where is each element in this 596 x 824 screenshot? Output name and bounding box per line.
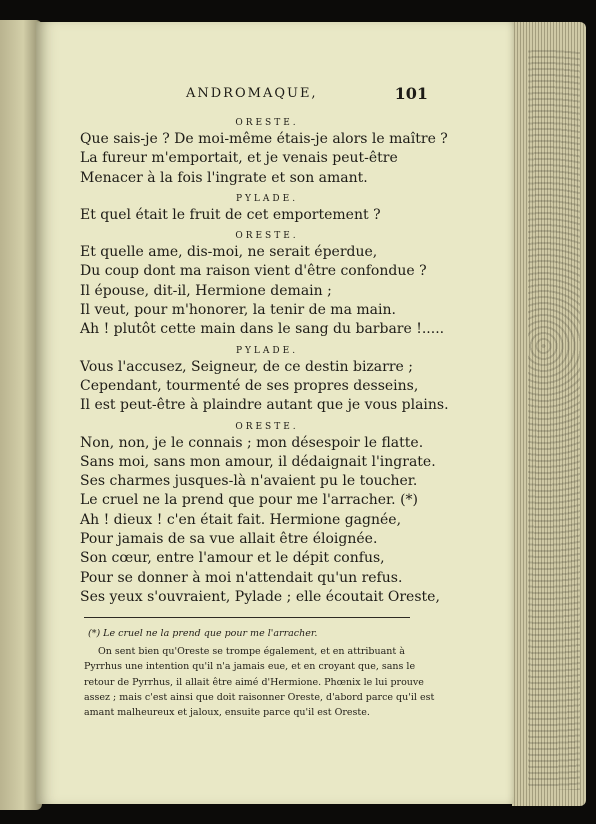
verse-line: Et quel était le fruit de cet emportement ?	[80, 206, 381, 223]
verse-line: Menacer à la fois l'ingrate et son amant.	[80, 169, 368, 186]
verse-line: Il veut, pour m'honorer, la tenir de ma main.	[80, 302, 396, 319]
verse-line: Cependant, tourmenté de ses propres desseins,	[80, 377, 419, 394]
dialogue-block	[80, 420, 440, 608]
verse-line: Sans moi, sans mon amour, il dédaignait l'ingrate.	[80, 453, 436, 470]
speaker-name: PYLADE.	[235, 193, 299, 204]
running-head: ANDROMAQUE,	[186, 86, 318, 101]
speaker-name: ORESTE.	[235, 421, 299, 432]
verse-line: Pour jamais de sa vue allait être éloignée.	[80, 531, 378, 548]
speaker-name: ORESTE.	[235, 231, 299, 242]
footnote-divider	[84, 617, 410, 618]
verse-line: Ses yeux s'ouvraient, Pylade ; elle écoutait Oreste,	[80, 588, 440, 605]
verse-line: Vous l'accusez, Seigneur, de ce destin bizarre ;	[80, 358, 413, 375]
verse-line: Ah ! dieux ! c'en était fait. Hermione gagnée,	[80, 511, 402, 528]
verse-line: Du coup dont ma raison vient d'être confondue ?	[80, 263, 427, 280]
footnote-line: Pyrrhus une intention qu'il n'a jamais eue, et en croyant que, sans le	[84, 661, 416, 673]
verse-line: Il épouse, dit-il, Hermione demain ;	[80, 282, 332, 299]
footnote-title: (*) Le cruel ne la prend que pour me l'arracher.	[88, 628, 318, 639]
verse-line: Ah ! plutôt cette main dans le sang du barbare !.....	[80, 321, 445, 338]
verse-line: Son cœur, entre l'amour et le dépit confus,	[80, 550, 385, 567]
verse-line: Ses charmes jusques-là n'avaient pu le toucher.	[80, 473, 418, 490]
verse-line: Pour se donner à moi n'attendait qu'un refus.	[80, 569, 403, 586]
footnote-body	[84, 644, 435, 720]
verse-line: Le cruel ne la prend que pour me l'arracher. (*)	[80, 492, 418, 509]
verse-line: Que sais-je ? De moi-même étais-je alors le maître ?	[80, 131, 448, 147]
dialogue-block	[80, 116, 448, 188]
footnote-line: retour de Pyrrhus, il allait être aimé d'Hermione. Phœnix le lui prouve	[84, 676, 424, 688]
speaker-name: ORESTE.	[235, 118, 299, 128]
verse-line: Non, non, je le connais ; mon désespoir le flatte.	[80, 434, 424, 451]
page-number: 101	[394, 84, 428, 103]
footnote-line: On sent bien qu'Oreste se trompe également, et en attribuant à	[98, 646, 405, 657]
verse-line: La fureur m'emportait, et je venais peut-être	[80, 150, 398, 167]
page-edge-marbling	[528, 50, 580, 790]
dialogue-block	[80, 192, 400, 225]
footnote-line: amant malheureux et jaloux, ensuite parce qu'il est Oreste.	[84, 707, 370, 719]
speaker-name: PYLADE.	[235, 345, 299, 356]
dialogue-block	[80, 344, 449, 416]
verse-line: Et quelle ame, dis-moi, ne serait éperdue,	[80, 244, 378, 261]
dialogue-block	[80, 229, 445, 339]
play-text	[80, 112, 449, 607]
footnote-line: assez ; mais c'est ainsi que doit raisonner Oreste, d'abord parce qu'il est	[84, 691, 435, 703]
verse-line: Il est peut-être à plaindre autant que je vous plains.	[80, 397, 449, 414]
